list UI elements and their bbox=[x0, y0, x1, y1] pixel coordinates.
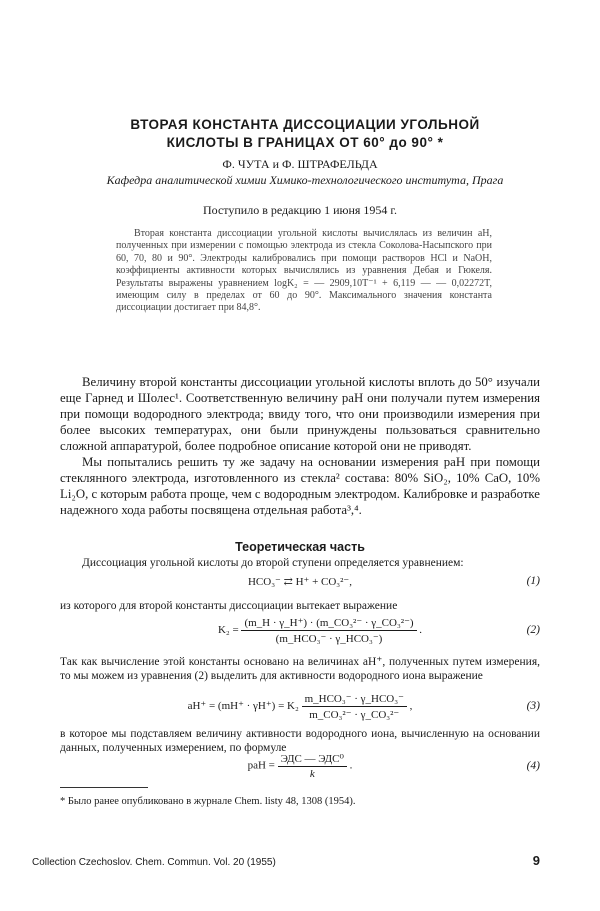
equation-3 bbox=[60, 692, 540, 724]
authors: Ф. ЧУТА и Ф. ШТРАФЕЛЬДА bbox=[222, 157, 378, 171]
equation-4-fraction bbox=[278, 752, 347, 780]
equation-4-number: (4) bbox=[526, 760, 540, 772]
equation-1-number: (1) bbox=[526, 575, 540, 587]
received-date: Поступило в редакцию 1 июня 1954 г. bbox=[202, 203, 397, 217]
footnote-divider bbox=[60, 787, 148, 788]
title-line-2: КИСЛОТЫ В ГРАНИЦАХ ОТ 60° до 90° * bbox=[166, 135, 444, 150]
equation-3-number: (3) bbox=[526, 700, 540, 712]
equation-4-denominator: k bbox=[309, 768, 315, 780]
equation-4-numerator: ЭДС — ЭДС⁰ bbox=[278, 752, 347, 767]
equation-2-numerator: (m_H · γ_H⁺) · (m_CO₃²⁻ · γ_CO₃²⁻) bbox=[241, 616, 416, 631]
equation-4 bbox=[60, 752, 540, 784]
equation-2-lhs: K₂ = bbox=[217, 624, 239, 637]
abstract: Вторая константа диссоциации угольной кислоты вычислялась из величин aH, полученных при измерении с помощью электрода из стекла Соколова-Насыпского при 60, 70, 80 и 90°. Электроды калибровались при помощи растворов HCl и NaOH, коэффициенты активности которых вычислялись из уравнения Дебая и Гюкеля. Результаты выражены уравнением logK₂ = — 2909,10T⁻¹ + 6,119 — — 0,02272T, имеющим силу в пределах от 60 до 90°. Максимального значения константа диссоциации достигает при 84,8°. bbox=[116, 228, 492, 314]
equation-3-lhs: aH⁺ = (mH⁺ · γH⁺) = K₂ bbox=[187, 700, 299, 713]
equation-2-fraction bbox=[241, 616, 416, 645]
equation-2 bbox=[60, 616, 540, 648]
equation-1 bbox=[60, 575, 540, 591]
theory-text-3: Так как вычисление этой константы основано на величинах aH⁺, полученных путем измерения, то мы можем из уравнения (2) выделить для активности водородного иона выражение bbox=[60, 656, 540, 682]
page-number: 9 bbox=[532, 853, 540, 868]
affiliation: Кафедра аналитической химии Химико-технологического института, Прага bbox=[106, 173, 504, 187]
intro-paragraph-2: Мы попытались решить ту же задачу на основании измерения paH при помощи стеклянного электрода, изготовленного из стекла² состава: 80% SiO₂, 10% CaO, 10% Li₂O, с которым работа проще, чем с водородным электродом. Калибровке и разработке надежного хода работы посвящена отдельная работа³,⁴. bbox=[60, 455, 540, 517]
article-title bbox=[80, 116, 530, 152]
equation-2-body bbox=[160, 616, 480, 645]
section-heading: Теоретическая часть bbox=[235, 540, 365, 554]
equation-2-number: (2) bbox=[526, 624, 540, 636]
equation-3-fraction bbox=[302, 692, 407, 721]
footnote: * Было ранее опубликовано в журнале Chem. listy 48, 1308 (1954). bbox=[60, 796, 356, 807]
equation-3-body bbox=[120, 692, 480, 721]
equation-2-denominator: (m_HCO₃⁻ · γ_HCO₃⁻) bbox=[275, 633, 383, 645]
title-line-1: ВТОРАЯ КОНСТАНТА ДИССОЦИАЦИИ УГОЛЬНОЙ bbox=[130, 117, 480, 132]
equation-1-body: HCO₃⁻ ⇄ H⁺ + CO₃²⁻, bbox=[247, 576, 352, 588]
equation-3-tail: , bbox=[409, 700, 413, 713]
equation-3-denominator: m_CO₃²⁻ · γ_CO₃²⁻ bbox=[309, 709, 400, 721]
equation-4-lhs: paH = bbox=[247, 759, 275, 772]
theory-text-2: из которого для второй константы диссоциации вытекает выражение bbox=[60, 600, 398, 612]
journal-footer: Collection Czechoslov. Chem. Commun. Vol. 20 (1955) bbox=[32, 857, 276, 868]
theory-text-1: Диссоциация угольной кислоты до второй ступени определяется уравнением: bbox=[82, 557, 464, 569]
equation-4-body bbox=[200, 752, 400, 780]
theory-text-4: в которое мы подставляем величину активности водородного иона, вычисленную на основании данных, полученных измерением, по формуле bbox=[60, 728, 540, 754]
equation-3-numerator: m_HCO₃⁻ · γ_HCO₃⁻ bbox=[302, 692, 407, 707]
intro-paragraph-1: Величину второй константы диссоциации угольной кислоты вплоть до 50° изучали еще Гарнед и Шолес¹. Соответственную величину paH они получали путем измерения при помощи водородного электрода; ввиду того, что они производили измерения при более высоких температурах, они были принуждены пользоваться сравнительно сложной аппаратурой, более подробное описание которой они не приводят. bbox=[60, 375, 540, 453]
equation-4-tail: . bbox=[349, 759, 353, 772]
equation-2-tail: . bbox=[419, 624, 423, 637]
